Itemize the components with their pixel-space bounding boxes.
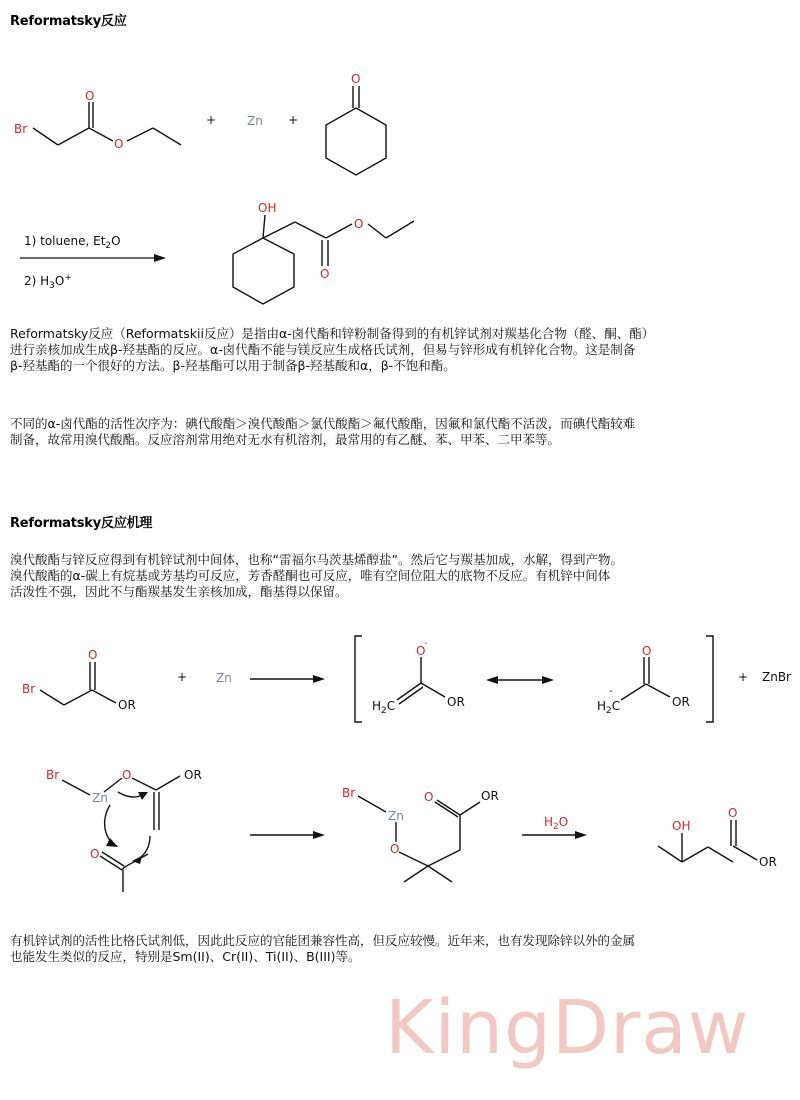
intro-line: 进行亲核加成生成β-羟基酯的反应。α-卤代酯不能与镁反应生成格氏试剂，但易与锌形成有机锌化合物。这是制备: [10, 342, 636, 357]
br-label: Br: [14, 122, 28, 136]
carbonyl-o-label: O: [424, 790, 434, 804]
product-carbonyl-o: O: [320, 267, 330, 281]
zn-label: Zn: [216, 671, 232, 685]
condition-step1: 1) toluene, $Et_2O$: [24, 234, 121, 251]
carbanion-label: $H_2C$: [597, 699, 621, 716]
reactivity-line: 制备，故常用溴代酸酯。反应溶剂常用绝对无水有机溶剂，最常用的有乙醚、苯、甲苯、二甲苯等。: [10, 432, 561, 447]
alkoxide-oxygen: O: [390, 842, 400, 856]
or-group-label: OR: [118, 698, 136, 712]
intro-line: Reformatsky反应（Reformatskii反应）是指由α-卤代酯和锌粉制备得到的有机锌试剂对羰基化合物（醛、酮、酯）: [10, 326, 655, 341]
kingdraw-watermark: KingDraw: [385, 985, 750, 1071]
zn-label: Zn: [92, 791, 108, 805]
znbr-label: ZnBr: [762, 670, 791, 684]
footer-line: 也能发生类似的反应，特别是Sm(II)、Cr(II)、Ti(II)、B(III)等。: [10, 949, 361, 964]
enolate-formation-scheme: [0, 625, 800, 735]
enolate-oxygen: O: [416, 644, 426, 658]
water-reagent: $H_2O$: [544, 815, 569, 832]
br-label: Br: [22, 682, 36, 696]
plus-sign: +: [177, 670, 188, 684]
section-title-reformatsky: Reformatsky反应: [10, 14, 127, 29]
reactivity-paragraph: [10, 416, 635, 448]
section-title-mechanism: Reformatsky反应机理: [10, 516, 153, 531]
zn-label: Zn: [388, 809, 404, 823]
hydroxyl-label: OH: [258, 201, 277, 215]
reactants-scheme: [0, 60, 800, 180]
br-label: Br: [46, 768, 60, 782]
zn-label: Zn: [247, 114, 263, 128]
negative-charge: -: [609, 686, 613, 697]
br-label: Br: [342, 786, 356, 800]
intro-paragraph: [10, 326, 654, 374]
plus-sign: +: [738, 670, 749, 684]
negative-charge: -: [424, 638, 428, 649]
plus-sign: +: [288, 113, 299, 127]
reactivity-line: 不同的α-卤代酯的活性次序为：碘代酸酯＞溴代酸酯＞氯代酸酯＞氟代酸酯，因氟和氯代酯不活泼，而碘代酯较难: [10, 416, 636, 431]
or-group-label: OR: [481, 789, 499, 803]
intro-line: β-羟基酯的一个很好的方法。β-羟基酯可以用于制备β-羟基酸和α，β-不饱和酯。: [10, 358, 456, 373]
footer-paragraph: [10, 933, 635, 965]
mechanism-line: 活泼性不强，因此不与酯羰基发生亲核加成，酯基得以保留。: [10, 584, 348, 599]
enolate-oxygen: O: [122, 768, 132, 782]
or-group-label: OR: [184, 768, 202, 782]
footer-line: 有机锌试剂的活性比格氏试剂低，因此此反应的官能团兼容性高，但反应较慢。近年来，也有发现除锌以外的金属: [10, 933, 636, 948]
carbonyl-o-label: O: [642, 644, 652, 658]
hydroxyl-label: OH: [672, 819, 691, 833]
or-group-label: OR: [672, 695, 690, 709]
condition-step2: 2) $H_3O^+$: [24, 273, 72, 291]
mechanism-line: 溴代酸酯与锌反应得到有机锌试剂中间体，也称“雷福尔马茨基烯醇盐”。然后它与羰基加成，水解，得到产物。: [10, 552, 623, 567]
ester-o-label: O: [114, 137, 124, 151]
mechanism-line: 溴代酸酯的α-碳上有烷基或芳基均可反应，芳香醛酮也可反应，唯有空间位阻大的底物不反应。有机锌中间体: [10, 568, 611, 583]
acetone-oxygen: O: [90, 847, 100, 861]
carbonyl-o-label: O: [728, 806, 738, 820]
carbonyl-o-label: O: [85, 89, 95, 103]
carbonyl-o-label: O: [88, 648, 98, 662]
plus-sign: +: [206, 113, 217, 127]
methylene-label: $H_2C$: [372, 699, 396, 716]
mechanism-paragraph: [10, 552, 623, 600]
or-group-label: OR: [447, 695, 465, 709]
addition-scheme: [0, 755, 800, 905]
product-ester-o: O: [354, 217, 364, 231]
or-group-label: OR: [759, 855, 777, 869]
ketone-o-label: O: [351, 72, 361, 86]
product-scheme: [0, 190, 800, 315]
